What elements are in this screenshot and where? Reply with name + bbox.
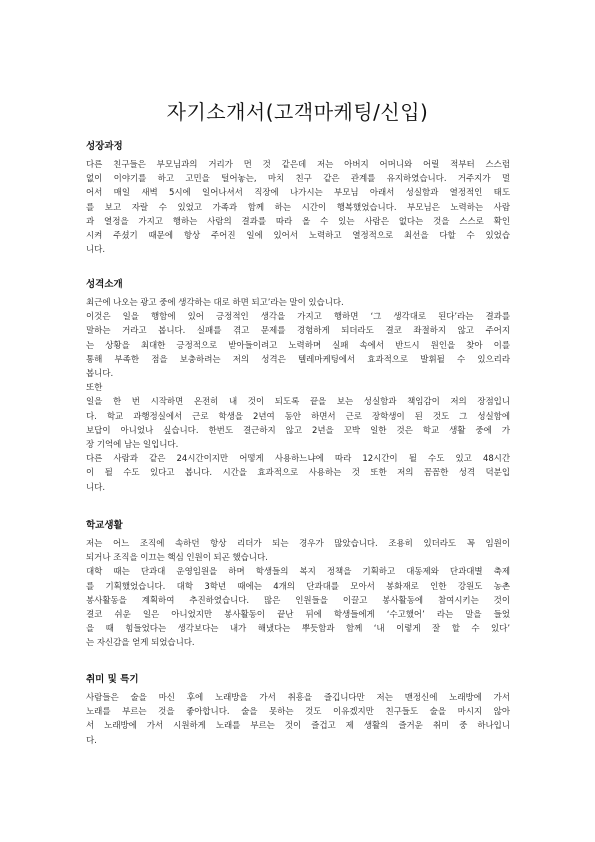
paragraph-line: 과 열정을 가지고 행하는 사람의 결과를 따라 올 수 있는 사람은 없다는 것을 스스로 확인 xyxy=(86,216,510,227)
section-school-life xyxy=(86,519,510,651)
page-title: 자기소개서(고객마케팅/신입) xyxy=(166,100,429,124)
paragraph-line: 최근에 나오는 광고 중에 생각하는 대로 하면 되고’라는 말이 있습니다. xyxy=(86,298,344,308)
section-heading: 성격소개 xyxy=(86,279,123,290)
section-heading: 성장과정 xyxy=(86,141,123,152)
paragraph-line: 시켜 주셨기 때문에 항상 주어진 일에 있어서 노력하고 열정적으로 최선을 다할 수 있었습 xyxy=(86,231,510,242)
paragraph-line: 다. xyxy=(86,735,97,746)
paragraph-line: 니다. xyxy=(86,482,105,493)
paragraph-line: 는 상황을 최대한 긍정적으로 받아들이려고 노력하며 실패 속에서 반드시 원인을 찾아 이를 xyxy=(86,340,510,351)
paragraph-line: 다른 사람과 같은 24시간이지만 어떻게 사용하느냐에 따라 12시간이 될 수도 있고 48시간 xyxy=(86,454,510,465)
section-heading: 학교생활 xyxy=(86,520,123,531)
paragraph-line: 대학 때는 단과대 운영임원을 하며 학생들의 복지 정책을 기획하고 대동제와 단과대별 축제 xyxy=(86,567,510,578)
paragraph-line: 노래를 부르는 것을 좋아합니다. 술을 못하는 것도 이유겠지만 친구들도 술을 마시지 않아 xyxy=(86,707,510,718)
section-hobbies xyxy=(86,673,510,748)
paragraph-line: 이것은 일을 행함에 있어 긍정적인 생각을 가지고 행하면 ‘그 생각대로 된다’라는 결과를 xyxy=(86,312,510,323)
paragraph-line: 결코 쉬운 일은 아니었지만 봉사활동이 끝난 뒤에 학생들에게 ‘수고했어’ 라는 말을 들었 xyxy=(86,610,510,621)
paragraph-line: 서 노래방에 가서 시원하게 노래를 부르는 것이 즐겁고 제 생활의 즐거운 취미 중 하나입니 xyxy=(86,721,510,732)
section-growth xyxy=(86,140,510,257)
paragraph-line: 는 자신감을 얻게 되었습니다. xyxy=(86,638,195,649)
paragraph-line: 을 때 힘들었다는 생각보다는 내가 해냈다는 뿌듯함과 함께 ‘내 이렇게 잘 할 수 있다’ xyxy=(86,624,510,635)
paragraph-line: 이 될 수도 있다고 봅니다. 시간을 효과적으로 사용하는 것 또한 저의 꼼꼼한 성격 덕분입 xyxy=(86,468,510,479)
paragraph-line: 없이 이야기를 하고 고민을 털어놓는, 마치 친구 같은 관계를 유지하였습니다. 거주지가 멀 xyxy=(86,174,510,185)
paragraph-line: 니다. xyxy=(86,245,105,256)
section-heading: 취미 및 특기 xyxy=(86,674,139,685)
paragraph-line: 되거나 조직을 이끄는 핵심 인원이 되곤 했습니다. xyxy=(86,553,268,564)
paragraph-line: 사람들은 술을 마신 후에 노래방을 가서 취흥을 즐깁니다만 저는 맨정신에 노래방에 가서 xyxy=(86,693,510,703)
paragraph-line: 를 보고 자랄 수 있었고 가족과 함께 하는 시간이 행복했었습니다. 부모님은 노력하는 사람 xyxy=(86,202,510,213)
paragraph-line: 어서 매일 새벽 5시에 일어나셔서 직장에 나가시는 부모님 아래서 성실함과 열정적인 태도 xyxy=(86,188,510,199)
paragraph-line: 또한 xyxy=(86,383,103,394)
paragraph-line: 를 기획했었습니다. 대학 3학년 때에는 4개의 단과대를 모아서 봉화재로 인한 강원도 농촌 xyxy=(86,581,510,592)
paragraph-line: 통해 부족한 점을 보충하려는 저의 성격은 텔레마케팅에서 효과적으로 발휘될 수 있으리라 xyxy=(86,354,510,365)
paragraph-line: 봉사활동을 계획하여 추진하였습니다. 많은 인원들을 이끌고 봉사활동에 참여시키는 것이 xyxy=(86,595,510,606)
paragraph-line: 다른 친구들은 부모님과의 거리가 먼 것 같은데 저는 아버지 어머니와 어릴 적부터 스스럼 xyxy=(86,160,510,170)
paragraph-line: 장 기억에 남는 일입니다. xyxy=(86,440,179,451)
paragraph-line: 일을 한 번 시작하면 온전히 내 것이 되도록 끝을 보는 성실함과 책임감이 저의 장점입니 xyxy=(86,397,510,408)
paragraph-line: 다. 학교 과행정실에서 근로 학생을 2년여 동안 하면서 근로 장학생이 된 것도 그 성실함에 xyxy=(86,411,510,422)
paragraph-line: 봅니다. xyxy=(86,369,114,380)
paragraph-line: 저는 어느 조직에 속하던 항상 리더가 되는 경우가 많았습니다. 조용히 있더라도 꼭 임원이 xyxy=(86,539,510,549)
paragraph-line: 말하는 거라고 봅니다. 실패를 겪고 문제를 경험하게 되더라도 결코 좌절하지 않고 주어지 xyxy=(86,326,510,337)
paragraph-line: 보답이 아니었나 싶습니다. 한번도 결근하지 않고 2년을 꼬박 일한 것은 학교 생활 중에 가 xyxy=(86,425,510,436)
section-personality xyxy=(86,278,510,495)
